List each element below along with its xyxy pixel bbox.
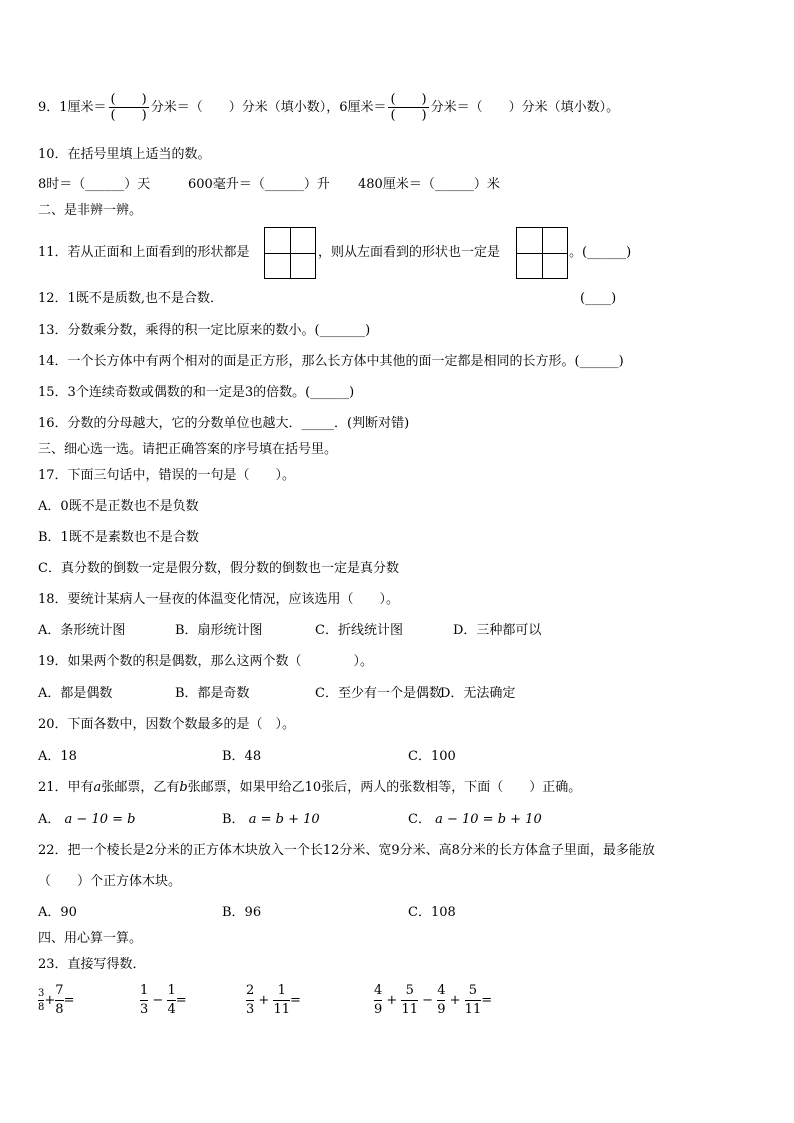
section-3-heading: 三、细心选一选。请把正确答案的序号填在括号里。: [38, 442, 338, 457]
q19-option-c[interactable]: C．至少有一个是偶数: [315, 686, 442, 701]
expression-2: $\frac{1}{3}$ − $\frac{1}{4}$ =: [140, 983, 187, 1017]
q20-option-c[interactable]: C．100: [408, 749, 456, 764]
expression-3: $\frac{2}{3}$ + $\frac{1}{11}$ =: [246, 983, 301, 1017]
q17-option-a[interactable]: A．0既不是正数也不是负数: [38, 499, 199, 514]
q9-lead: 9．1厘米＝: [38, 100, 107, 115]
q9-tail: 分米＝（ ）分米（填小数）。: [430, 100, 620, 115]
question-22-line-1: 22．把一个棱长是2分米的正方体木块放入一个长12分米、宽9分米、高8分米的长方体盒子里面，最多能放: [38, 843, 655, 858]
q18-option-b[interactable]: B．扇形统计图: [175, 623, 263, 638]
question-10-title: 10．在括号里填上适当的数。: [38, 147, 211, 162]
question-20: 20．下面各数中，因数个数最多的是（ ）。: [38, 717, 296, 732]
expression-4: $\frac{4}{9}$ + $\frac{5}{11}$ − $\frac{4}{9}$ + $\frac{5}{11}$ =: [374, 983, 493, 1017]
q10-item-1[interactable]: 8时＝（______）天: [38, 177, 151, 192]
expression-1: $\frac{3}{8}$ + $\frac{7}{8}$ =: [38, 983, 75, 1017]
q19-option-b[interactable]: B．都是奇数: [175, 686, 250, 701]
q11-part3[interactable]: 。(______): [569, 245, 632, 260]
fraction-blank[interactable]: $\frac{( )}{( )}$: [390, 92, 427, 123]
q20-option-a[interactable]: A．18: [38, 749, 77, 764]
q11-part1: 11．若从正面和上面看到的形状都是: [38, 245, 250, 260]
variable-b: b: [179, 780, 188, 795]
q17-option-c[interactable]: C．真分数的倒数一定是假分数，假分数的倒数也一定是真分数: [38, 561, 399, 576]
question-21: 21．甲有a张邮票，乙有b张邮票，如果甲给乙10张后，两人的张数相等，下面（ ）正确。: [38, 780, 582, 795]
q21-option-b[interactable]: B． a = b + 10: [222, 812, 320, 827]
q18-option-d[interactable]: D．三种都可以: [453, 623, 542, 638]
q12-blank[interactable]: (____): [580, 291, 617, 306]
q19-option-d[interactable]: D．无法确定: [440, 686, 516, 701]
q21-option-a[interactable]: A． a − 10 = b: [38, 812, 136, 827]
q22-option-b[interactable]: B．96: [222, 905, 262, 920]
section-4-heading: 四、用心算一算。: [38, 931, 143, 946]
question-13: 13．分数乘分数，乘得的积一定比原来的数小。(_______): [38, 323, 371, 338]
q9-mid: 分米＝（ ）分米（填小数），6厘米＝: [150, 100, 387, 115]
question-22-line-2: （ ）个正方体木块。: [38, 874, 182, 889]
q20-option-b[interactable]: B．48: [222, 749, 262, 764]
square-grid-icon: [264, 227, 316, 279]
question-23: 23．直接写得数．: [38, 957, 146, 972]
q22-option-a[interactable]: A．90: [38, 905, 77, 920]
square-grid-icon: [516, 227, 568, 279]
q18-option-c[interactable]: C．折线统计图: [315, 623, 403, 638]
q21-option-c[interactable]: C． a − 10 = b + 10: [408, 812, 542, 827]
question-9: [38, 92, 619, 123]
question-16: 16．分数的分母越大，它的分数单位也越大．_____．(判断对错): [38, 416, 410, 431]
question-18: 18．要统计某病人一昼夜的体温变化情况，应该选用（ ）。: [38, 592, 400, 607]
fraction-blank[interactable]: $\frac{( )}{( )}$: [110, 92, 147, 123]
q11-part2: ，则从左面看到的形状也一定是: [318, 245, 501, 260]
question-19: 19．如果两个数的积是偶数，那么这两个数（ ）。: [38, 654, 374, 669]
question-12: 12．1既不是质数,也不是合数．: [38, 291, 223, 306]
q22-option-c[interactable]: C．108: [408, 905, 456, 920]
q19-option-a[interactable]: A．都是偶数: [38, 686, 113, 701]
q17-option-b[interactable]: B．1既不是素数也不是合数: [38, 530, 199, 545]
question-17: 17．下面三句话中，错误的一句是（ ）。: [38, 468, 296, 483]
q18-option-a[interactable]: A．条形统计图: [38, 623, 126, 638]
section-2-heading: 二、是非辨一辨。: [38, 203, 143, 218]
question-14: 14．一个长方体中有两个相对的面是正方形，那么长方体中其他的面一定都是相同的长方形。(______): [38, 354, 624, 369]
q10-item-2[interactable]: 600毫升＝（______）升: [188, 177, 330, 192]
variable-a: a: [93, 780, 102, 795]
question-15: 15．3个连续奇数或偶数的和一定是3的倍数。(______): [38, 385, 355, 400]
q10-item-3[interactable]: 480厘米＝（______）米: [358, 177, 500, 192]
